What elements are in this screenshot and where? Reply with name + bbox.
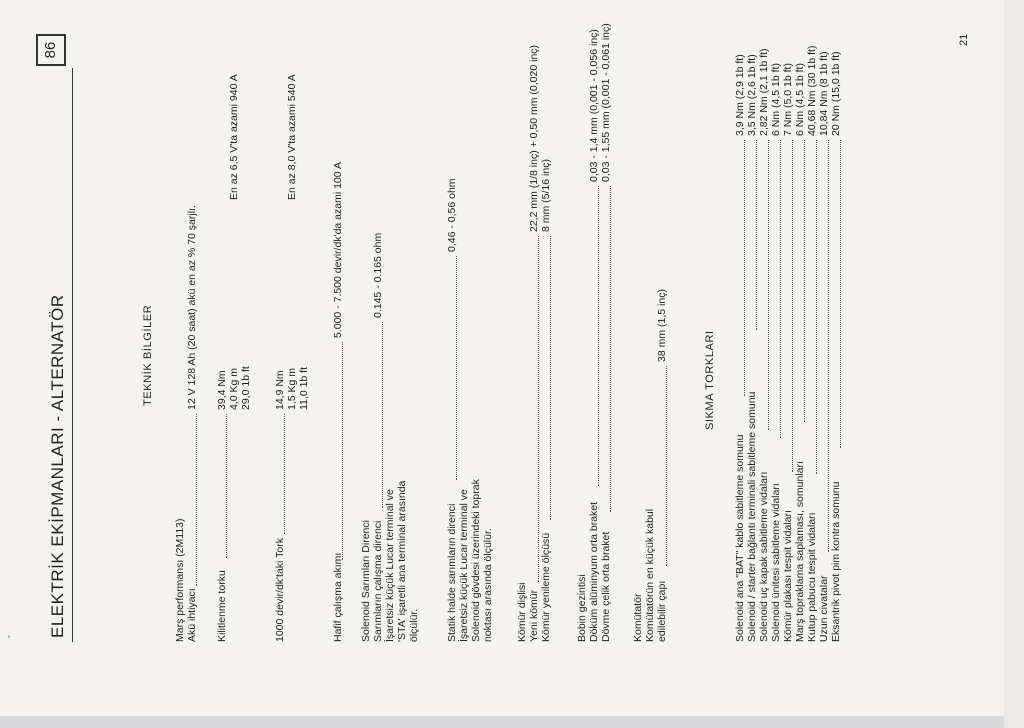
commutator-title: Komütatör	[632, 593, 644, 642]
brush-renew-label: Kömür yenileme ölçüsü	[540, 532, 552, 642]
torque-item-label: Kömür plakası tespit vidaları	[782, 510, 794, 642]
torque-1000-value-1: 14,9 Nm	[274, 370, 286, 410]
solenoid-working-line-4: ölçülür.	[408, 608, 420, 642]
leader-dots	[196, 414, 197, 586]
commutator-value: 38 mm (1,5 inç)	[656, 289, 668, 362]
leader-dots	[756, 140, 757, 330]
locking-torque-label: Kilitlenme torku	[216, 570, 228, 642]
leader-dots	[840, 140, 841, 448]
torque-item-label: Solenoid ünitesi sabitleme vidaları	[770, 483, 782, 642]
leader-dots	[226, 414, 227, 558]
solenoid-working-line-3: 'STA' işaretli ana terminal arasında	[396, 480, 408, 642]
battery-label: Akü ihtiyacı	[186, 588, 198, 642]
spec-heading: TEKNİK BİLGİLER	[142, 304, 154, 406]
solenoid-static-value: 0,46 - 0,56 ohm	[446, 178, 458, 252]
leader-dots	[804, 140, 805, 422]
leader-dots	[792, 140, 793, 472]
footer-page-number: 21	[958, 33, 970, 46]
torque-item-value: 2,82 Nm (2,1 1b ft)	[758, 48, 770, 136]
brush-new-label: Yeni kömür	[528, 589, 540, 642]
torque-item-label: Solenoid / starter bağlantı terminali sabitleme somunu	[746, 391, 758, 642]
torque-item-label: Uzun civatalar	[818, 575, 830, 642]
solenoid-static-line-4: noktası arasında ölçülür.	[482, 528, 494, 642]
solenoid-static-line-3: Solenoid gövdesi üzerindeki toprak	[470, 479, 482, 642]
bobbin-cast-label: Döküm alüminyum orta braket	[588, 501, 600, 642]
torque-item-value: 10,84 Nm (8 1b ft)	[818, 51, 830, 136]
bobbin-steel-value: 0,03 - 1,55 mm (0,001 - 0,061 inç)	[600, 23, 612, 182]
torque-item-value: 6 Nm (4,5 1b ft)	[770, 63, 782, 136]
starter-title: Marş performansı (2M113)	[174, 518, 186, 642]
leader-dots	[828, 140, 829, 552]
commutator-line-2: edilebilir çapı	[656, 580, 668, 642]
torque-item-value: 3,9 Nm (2,9 1b ft)	[734, 54, 746, 136]
locking-torque-note: En az 6,5 V'ta azami 940 A	[228, 74, 240, 200]
torque-1000-label: 1000 devir/dk'taki Tork	[274, 538, 286, 642]
leader-dots	[342, 342, 343, 560]
torque-item-label: Kutup pabucu tespit vidaları	[806, 512, 818, 642]
leader-dots	[538, 236, 539, 582]
bobbin-cast-value: 0,03 - 1,4 mm (0,001 - 0,056 inç)	[588, 29, 600, 182]
margin-mark: '	[8, 634, 11, 646]
torque-item-label: Solenoid ana "BAT" kablo sabitleme somunu	[734, 434, 746, 642]
leader-dots	[610, 186, 611, 512]
torque-1000-value-3: 11,0 1b ft	[298, 366, 310, 410]
brush-renew-value: 8 mm (5/16 inç)	[540, 159, 552, 232]
torque-item-value: 6 Nm (4,5 1b ft)	[794, 63, 806, 136]
page-number-box: 86	[36, 34, 66, 66]
leader-dots	[780, 140, 781, 438]
leader-dots	[666, 366, 667, 566]
leader-dots	[768, 140, 769, 430]
page-title: ELEKTRİK EKİPMANLARI - ALTERNATÖR	[48, 294, 67, 638]
torque-item-label: Marş topraklama saplaması, somunları	[794, 461, 806, 642]
light-current-label: Hafif çalışma akımı	[332, 552, 344, 642]
solenoid-working-value: 0.145 - 0.165 ohm	[372, 232, 384, 318]
battery-value: 12 V 128 Ah (20 saat) akü en az % 70 şarjlı.	[186, 205, 198, 410]
leader-dots	[382, 322, 383, 508]
leader-dots	[550, 236, 551, 520]
light-current-value: 5.000 - 7.500 devir/dk'da azami 100 A	[332, 162, 344, 338]
solenoid-working-line-1: Sarımların çalışma direnci	[372, 520, 384, 642]
bobbin-steel-label: Dövme çelik orta braket	[600, 531, 612, 642]
brush-new-value: 22,2 mm (1/8 inç) + 0,50 mm (0,020 inç)	[528, 44, 540, 232]
solenoid-static-line-2: İşaretsiz küçük Lucar terminal ve	[458, 489, 470, 642]
locking-torque-value-2: 4,0 Kg m	[228, 367, 240, 410]
bobbin-title: Bobin gezintisi	[576, 574, 588, 642]
commutator-line-1: Komütatörün en küçük kabul	[644, 508, 656, 642]
leader-dots	[456, 256, 457, 480]
locking-torque-value-3: 29,0 1b ft	[240, 366, 252, 410]
brush-title: Kömür dişlisi	[516, 582, 528, 642]
torque-item-label: Solenoid uç kapak sabitleme vidaları	[758, 471, 770, 642]
solenoid-static-line-1: Statik halde sarımların direnci	[446, 503, 458, 642]
torque-1000-value-2: 1,5 Kg m	[286, 367, 298, 410]
leader-dots	[598, 186, 599, 486]
torque-item-value: 3,5 Nm (2,6 1b ft)	[746, 54, 758, 136]
torque-heading: SIKMA TORKLARI	[704, 330, 716, 430]
leader-dots	[284, 414, 285, 534]
torque-item-label: Eksantrik pivot pim kontra somunu	[830, 481, 842, 642]
torque-item-value: 20 Nm (15,0 1b ft)	[830, 51, 842, 136]
locking-torque-value-1: 39,4 Nm	[216, 370, 228, 410]
torque-item-value: 40,68 Nm (30 1b ft)	[806, 45, 818, 136]
solenoid-title: Solenoid Sarımları Direnci	[360, 520, 372, 642]
torque-item-value: 7 Nm (5,0 1b ft)	[782, 63, 794, 136]
solenoid-working-line-2: İşaretsiz küçük Lucar terminal ve	[384, 489, 396, 642]
title-rule	[72, 68, 73, 642]
leader-dots	[744, 140, 745, 396]
torque-1000-note: En az 8,0 V'ta azami 540 A	[286, 74, 298, 200]
leader-dots	[816, 140, 817, 474]
scan-margin	[1004, 0, 1024, 728]
